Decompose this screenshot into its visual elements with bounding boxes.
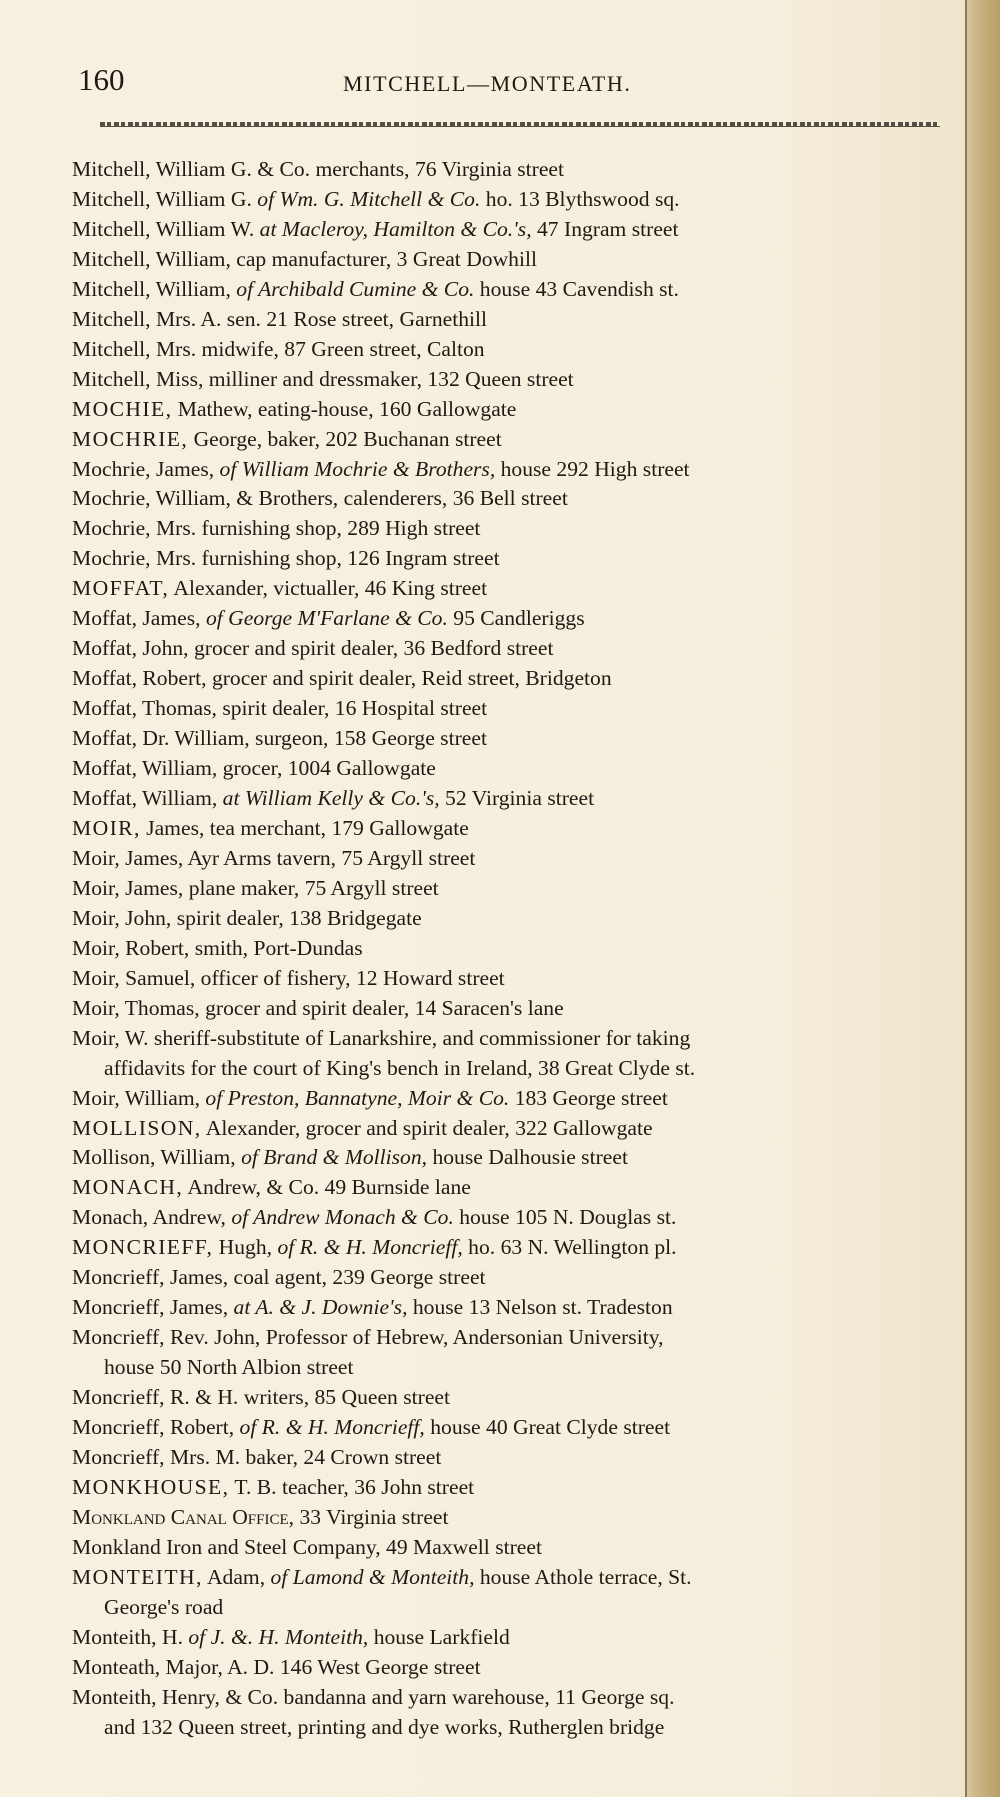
entry-line <box>72 964 942 994</box>
entry-line <box>72 185 942 215</box>
entry-text: T. B. teacher, 36 John street <box>229 1474 475 1499</box>
entry-text: Moir, Robert, smith, Port-Dundas <box>72 935 363 960</box>
directory-entry <box>72 754 942 784</box>
entry-line <box>72 1323 942 1353</box>
entry-line <box>72 544 942 574</box>
entry-line <box>72 1533 942 1563</box>
entry-text: Moncrieff, Mrs. M. baker, 24 Crown street <box>72 1444 442 1469</box>
entry-firm-italic: of Brand & Mollison, <box>241 1145 428 1170</box>
entry-text: Mochrie, William, & Brothers, calenderers, 36 Bell street <box>72 486 568 511</box>
directory-entry <box>72 1233 942 1263</box>
entry-line <box>72 1143 942 1173</box>
entry-text: Moir, William, <box>72 1085 206 1110</box>
entry-line <box>72 1293 942 1323</box>
directory-entry <box>72 425 942 455</box>
entry-line <box>72 784 942 814</box>
directory-entry <box>72 1503 942 1533</box>
directory-entry <box>72 934 942 964</box>
entry-line <box>72 904 942 934</box>
entry-text: Mitchell, Miss, milliner and dressmaker, 132 Queen street <box>72 366 574 391</box>
entry-text: house 105 N. Douglas st. <box>453 1205 677 1230</box>
entry-text: Moir, James, plane maker, 75 Argyll street <box>72 875 439 900</box>
entry-firm-italic: at William Kelly & Co.'s, <box>222 786 440 811</box>
entry-surname-caps: MOIR, <box>72 815 141 840</box>
directory-entry <box>72 1473 942 1503</box>
entry-text: house 50 North Albion street <box>104 1355 354 1380</box>
entry-line <box>72 634 942 664</box>
entry-text: Monteath, Major, A. D. 146 West George street <box>72 1654 481 1679</box>
directory-entry <box>72 155 942 185</box>
entry-continuation-line <box>72 1054 942 1084</box>
entry-line <box>72 1203 942 1233</box>
directory-entry <box>72 604 942 634</box>
entry-text: Monkland Iron and Steel Company, 49 Maxwell street <box>72 1534 542 1559</box>
entry-text: Mochrie, James, <box>72 456 220 481</box>
entry-text: ho. 13 Blythswood sq. <box>480 186 680 211</box>
entry-text: 95 Candleriggs <box>447 606 585 631</box>
entry-line <box>72 1263 942 1293</box>
page-header <box>78 62 938 98</box>
entry-text: Moncrieff, James, <box>72 1295 234 1320</box>
entry-line <box>72 484 942 514</box>
entry-line <box>72 1084 942 1114</box>
directory-entry <box>72 305 942 335</box>
running-head: MITCHELL—MONTEATH. <box>343 71 632 96</box>
entry-text: Hugh, <box>213 1235 278 1260</box>
directory-entry <box>72 1263 942 1293</box>
entry-text: Mochrie, Mrs. furnishing shop, 126 Ingram street <box>72 546 500 571</box>
header-rule <box>100 122 940 127</box>
entry-text: Monteith, H. <box>72 1624 189 1649</box>
entry-line <box>72 245 942 275</box>
entry-text: house Athole terrace, St. <box>474 1564 692 1589</box>
entry-line <box>72 664 942 694</box>
entry-line <box>72 1114 942 1144</box>
entry-continuation-line <box>72 1593 942 1623</box>
directory-entry <box>72 724 942 754</box>
entry-text: house 13 Nelson st. Tradeston <box>407 1295 673 1320</box>
directory-entry <box>72 335 942 365</box>
entry-line <box>72 1173 942 1203</box>
directory-entry <box>72 994 942 1024</box>
directory-entry <box>72 484 942 514</box>
entry-text: Moncrieff, Robert, <box>72 1415 240 1440</box>
entry-text: house 40 Great Clyde street <box>424 1415 671 1440</box>
entry-surname-caps: MOFFAT, <box>72 576 170 601</box>
entry-line <box>72 1683 942 1713</box>
directory-entry <box>72 1024 942 1084</box>
entry-line <box>72 694 942 724</box>
entry-text: Alexander, victualler, 46 King street <box>169 576 488 601</box>
directory-entry <box>72 1203 942 1233</box>
book-gutter <box>965 0 1000 1797</box>
entry-firm-italic: of J. &. H. Monteith, <box>188 1624 369 1649</box>
entry-line <box>72 1623 942 1653</box>
directory-entry <box>72 1413 942 1443</box>
entry-text: Moffat, Robert, grocer and spirit dealer, Reid street, Bridgeton <box>72 666 612 691</box>
gutter-edge <box>965 0 967 1797</box>
directory-entries <box>72 155 942 1743</box>
entry-text: Mochrie, Mrs. furnishing shop, 289 High street <box>72 516 481 541</box>
entry-line <box>72 455 942 485</box>
entry-firm-italic: of Lamond & Monteith, <box>270 1564 475 1589</box>
entry-text: house 292 High street <box>495 456 690 481</box>
entry-smallcaps: Monkland Canal Office, <box>72 1504 295 1529</box>
entry-line <box>72 215 942 245</box>
entry-text: Moncrieff, James, coal agent, 239 George street <box>72 1265 486 1290</box>
entry-surname-caps: MOCHRIE, <box>72 426 189 451</box>
entry-text: affidavits for the court of King's bench in Ireland, 38 Great Clyde st. <box>104 1055 696 1080</box>
directory-entry <box>72 904 942 934</box>
entry-surname-caps: MONACH, <box>72 1175 184 1200</box>
directory-entry <box>72 1143 942 1173</box>
entry-line <box>72 574 942 604</box>
directory-entry <box>72 1533 942 1563</box>
entry-line <box>72 155 942 185</box>
entry-text: Mitchell, Mrs. A. sen. 21 Rose street, Garnethill <box>72 306 488 331</box>
entry-text: Moffat, William, <box>72 786 223 811</box>
directory-entry <box>72 964 942 994</box>
directory-entry <box>72 215 942 245</box>
entry-continuation-line <box>72 1353 942 1383</box>
directory-entry <box>72 1114 942 1144</box>
directory-entry <box>72 1623 942 1653</box>
entry-firm-italic: of Andrew Monach & Co. <box>231 1205 454 1230</box>
entry-line <box>72 874 942 904</box>
entry-firm-italic: of R. & H. Moncrieff, <box>277 1235 463 1260</box>
directory-entry <box>72 365 942 395</box>
entry-line <box>72 1383 942 1413</box>
entry-text: house 43 Cavendish st. <box>474 276 679 301</box>
entry-text: 52 Virginia street <box>439 786 595 811</box>
entry-text: Mitchell, William W. <box>72 216 260 241</box>
entry-firm-italic: of R. & H. Moncrieff, <box>239 1415 425 1440</box>
entry-surname-caps: MONKHOUSE, <box>72 1474 230 1499</box>
directory-entry <box>72 1293 942 1323</box>
directory-entry <box>72 455 942 485</box>
entry-text: Moir, W. sheriff-substitute of Lanarkshire, and commissioner for taking <box>72 1025 691 1050</box>
entry-line <box>72 275 942 305</box>
entry-firm-italic: of Wm. G. Mitchell & Co. <box>257 186 481 211</box>
entry-line <box>72 395 942 425</box>
directory-entry <box>72 1173 942 1203</box>
entry-text: Adam, <box>202 1564 271 1589</box>
entry-line <box>72 1473 942 1503</box>
directory-entry <box>72 844 942 874</box>
entry-text: Moir, James, Ayr Arms tavern, 75 Argyll street <box>72 845 476 870</box>
directory-entry <box>72 634 942 664</box>
entry-line <box>72 1233 942 1263</box>
entry-text: Moffat, Dr. William, surgeon, 158 George street <box>72 726 487 751</box>
directory-entry <box>72 544 942 574</box>
entry-text: Mitchell, William, cap manufacturer, 3 Great Dowhill <box>72 246 537 271</box>
entry-line <box>72 365 942 395</box>
entry-line <box>72 814 942 844</box>
entry-firm-italic: of William Mochrie & Brothers, <box>219 456 496 481</box>
entry-line <box>72 1563 942 1593</box>
entry-surname-caps: MONCRIEFF, <box>72 1235 214 1260</box>
entry-line <box>72 514 942 544</box>
entry-text: and 132 Queen street, printing and dye works, Rutherglen bridge <box>104 1714 665 1739</box>
entry-text: Andrew, & Co. 49 Burnside lane <box>183 1175 471 1200</box>
entry-text: house Larkfield <box>368 1624 510 1649</box>
entry-firm-italic: of George M'Farlane & Co. <box>205 606 448 631</box>
entry-text: Moir, John, spirit dealer, 138 Bridgegate <box>72 905 422 930</box>
entry-text: Alexander, grocer and spirit dealer, 322 Gallowgate <box>201 1115 653 1140</box>
page-number: 160 <box>78 62 125 97</box>
directory-entry <box>72 275 942 305</box>
entry-text: Moir, Samuel, officer of fishery, 12 Howard street <box>72 965 505 990</box>
entry-line <box>72 425 942 455</box>
entry-line <box>72 844 942 874</box>
entry-text: Moir, Thomas, grocer and spirit dealer, 14 Saracen's lane <box>72 995 564 1020</box>
entry-text: Moffat, Thomas, spirit dealer, 16 Hospital street <box>72 696 488 721</box>
entry-text: Moffat, William, grocer, 1004 Gallowgate <box>72 756 436 781</box>
directory-entry <box>72 814 942 844</box>
entry-text: Mitchell, William, <box>72 276 237 301</box>
directory-entry <box>72 1563 942 1623</box>
entry-text: 183 George street <box>509 1085 668 1110</box>
entry-firm-italic: of Archibald Cumine & Co. <box>236 276 475 301</box>
entry-continuation-line <box>72 1713 942 1743</box>
directory-entry <box>72 245 942 275</box>
entry-line <box>72 1503 942 1533</box>
directory-entry <box>72 574 942 604</box>
entry-text: Moncrieff, Rev. John, Professor of Hebrew, Andersonian University, <box>72 1325 664 1350</box>
entry-line <box>72 1413 942 1443</box>
directory-entry <box>72 664 942 694</box>
entry-text: house Dalhousie street <box>427 1145 628 1170</box>
entry-text: Mitchell, William G. & Co. merchants, 76 Virginia street <box>72 157 565 181</box>
entry-text: Monach, Andrew, <box>72 1205 232 1230</box>
entry-text: Mollison, William, <box>72 1145 242 1170</box>
entry-text: ho. 63 N. Wellington pl. <box>462 1235 677 1260</box>
entry-surname-caps: MOLLISON, <box>72 1115 202 1140</box>
entry-text: Mitchell, William G. <box>72 186 258 211</box>
directory-entry <box>72 1383 942 1413</box>
directory-entry <box>72 784 942 814</box>
directory-entry <box>72 185 942 215</box>
entry-firm-italic: at A. & J. Downie's, <box>233 1295 408 1320</box>
entry-text: 47 Ingram street <box>531 216 679 241</box>
directory-entry <box>72 514 942 544</box>
directory-entry <box>72 1443 942 1473</box>
entry-line <box>72 934 942 964</box>
directory-entry <box>72 1323 942 1383</box>
directory-entry <box>72 395 942 425</box>
entry-line <box>72 754 942 784</box>
entry-text: Moffat, John, grocer and spirit dealer, 36 Bedford street <box>72 636 554 661</box>
directory-entry <box>72 1084 942 1114</box>
entry-text: Mitchell, Mrs. midwife, 87 Green street, Calton <box>72 336 485 361</box>
entry-line <box>72 1443 942 1473</box>
entry-text: James, tea merchant, 179 Gallowgate <box>140 815 469 840</box>
entry-firm-italic: of Preston, Bannatyne, Moir & Co. <box>205 1085 510 1110</box>
entry-surname-caps: MOCHIE, <box>72 396 173 421</box>
directory-entry <box>72 1683 942 1743</box>
entry-firm-italic: at Macleroy, Hamilton & Co.'s, <box>259 216 532 241</box>
entry-text: Moffat, James, <box>72 606 206 631</box>
entry-text: George, baker, 202 Buchanan street <box>188 426 502 451</box>
entry-text: Mathew, eating-house, 160 Gallowgate <box>172 396 517 421</box>
directory-entry <box>72 1653 942 1683</box>
entry-line <box>72 724 942 754</box>
entry-text: Monteith, Henry, & Co. bandanna and yarn warehouse, 11 George sq. <box>72 1684 675 1709</box>
directory-entry <box>72 874 942 904</box>
entry-text: Moncrieff, R. & H. writers, 85 Queen street <box>72 1385 450 1410</box>
entry-line <box>72 994 942 1024</box>
entry-line <box>72 604 942 634</box>
entry-line <box>72 305 942 335</box>
entry-text: George's road <box>104 1594 224 1619</box>
directory-entry <box>72 694 942 724</box>
entry-surname-caps: MONTEITH, <box>72 1564 203 1589</box>
entry-line <box>72 335 942 365</box>
entry-text: 33 Virginia street <box>294 1504 449 1529</box>
entry-line <box>72 1024 942 1054</box>
entry-line <box>72 1653 942 1683</box>
